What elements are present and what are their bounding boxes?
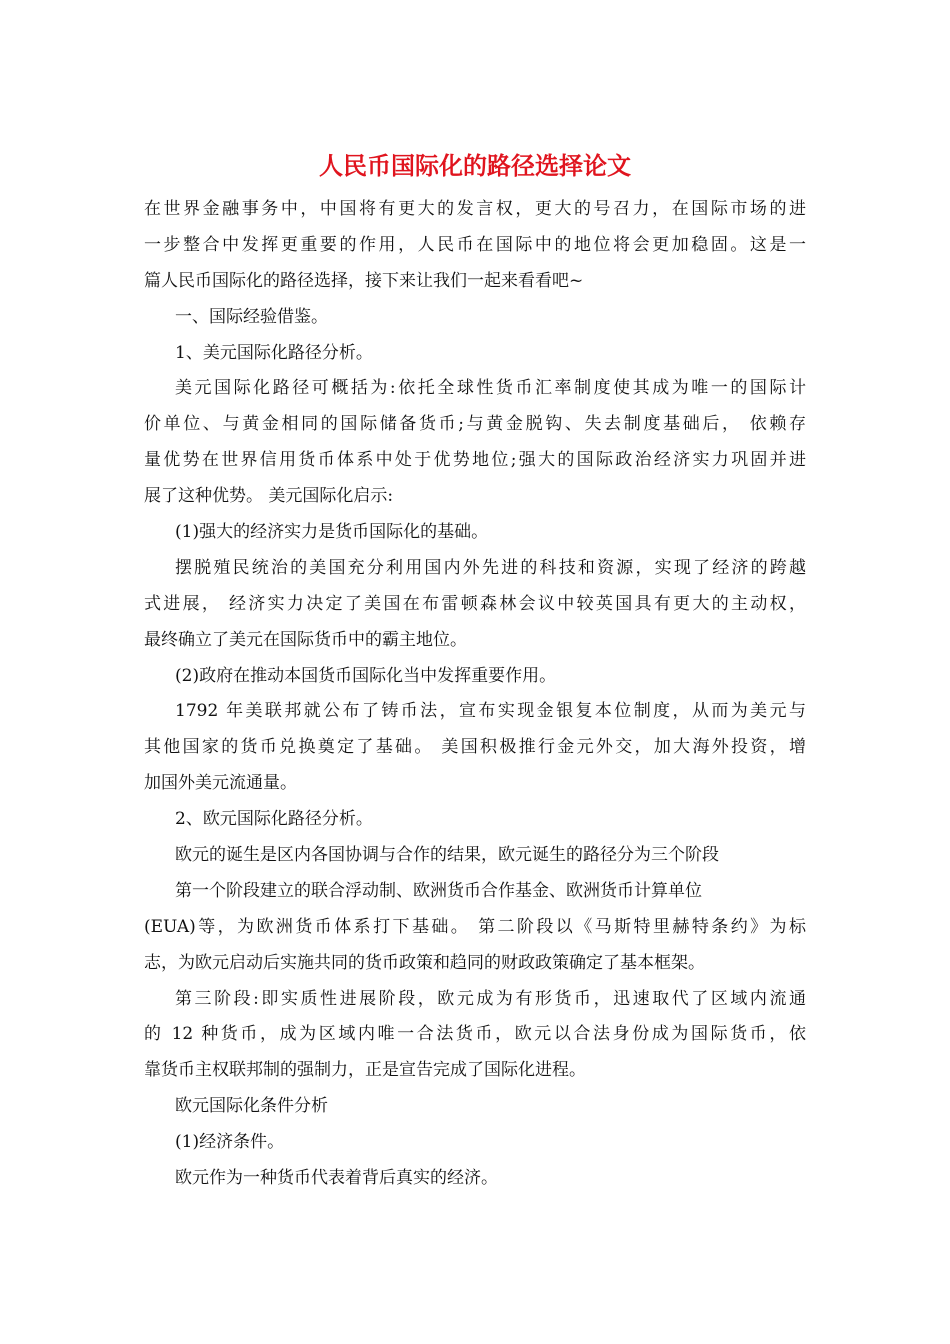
section-heading: 一、国际经验借鉴。 (175, 306, 328, 327)
text-line: 志，为欧元启动后实施共同的货币政策和趋同的财政政策确定了基本框架。 (144, 952, 705, 973)
text-line: 欧元的诞生是区内各国协调与合作的结果，欧元诞生的路径分为三个阶段 (175, 845, 719, 866)
text-line: 展了这种优势。 美元国际化启示: (144, 486, 394, 507)
text-line: (EUA)等，为欧洲货币体系打下基础。 第二阶段以《马斯特里赫特条约》为标 (144, 916, 806, 937)
text-line: 1792 年美联邦就公布了铸币法，宣布实现金银复本位制度，从而为美元与 (175, 701, 806, 722)
text-line: 在世界金融事务中，中国将有更大的发言权，更大的号召力，在国际市场的进 (144, 199, 806, 219)
point-heading: (2)政府在推动本国货币国际化当中发挥重要作用。 (175, 665, 557, 686)
text-line: 靠货币主权联邦制的强制力，正是宣告完成了国际化进程。 (144, 1060, 586, 1081)
document-body (144, 192, 806, 1197)
text-line: 其他国家的货币兑换奠定了基础。 美国积极推行金元外交，加大海外投资，增 (144, 737, 806, 758)
text-line: 量优势在世界信用货币体系中处于优势地位;强大的国际政治经济实力巩固并进 (144, 450, 806, 471)
text-line: 第一个阶段建立的联合浮动制、欧洲货币合作基金、欧洲货币计算单位 (175, 880, 702, 901)
text-line: 的 12 种货币，成为区域内唯一合法货币，欧元以合法身份成为国际货币，依 (144, 1024, 806, 1045)
text-line: 欧元作为一种货币代表着背后真实的经济。 (175, 1168, 498, 1189)
subsection-heading: 2、欧元国际化路径分析。 (175, 809, 373, 830)
text-line: 式进展， 经济实力决定了美国在布雷顿森林会议中较英国具有更大的主动权， (144, 593, 806, 614)
text-line: 篇人民币国际化的路径选择，接下来让我们一起来看看吧~ (144, 270, 584, 291)
text-line: 最终确立了美元在国际货币中的霸主地位。 (144, 629, 467, 650)
text-line: 加国外美元流通量。 (144, 773, 297, 794)
point-heading: (1)强大的经济实力是货币国际化的基础。 (175, 522, 489, 543)
text-line: 第三阶段:即实质性进展阶段，欧元成为有形货币，迅速取代了区域内流通 (175, 988, 806, 1009)
document-title: 人民币国际化的路径选择论文 (319, 151, 631, 180)
text-line: 美元国际化路径可概括为:依托全球性货币汇率制度使其成为唯一的国际计 (175, 378, 806, 399)
text-line: 价单位、与黄金相同的国际储备货币;与黄金脱钩、失去制度基础后， 依赖存 (144, 414, 806, 435)
text-line: 摆脱殖民统治的美国充分利用国内外先进的科技和资源，实现了经济的跨越 (175, 557, 806, 578)
point-heading: (1)经济条件。 (175, 1132, 285, 1153)
subsection-heading: 1、美元国际化路径分析。 (175, 342, 373, 363)
section-heading: 欧元国际化条件分析 (175, 1096, 328, 1117)
text-line: 一步整合中发挥更重要的作用，人民币在国际中的地位将会更加稳固。这是一 (144, 234, 806, 255)
